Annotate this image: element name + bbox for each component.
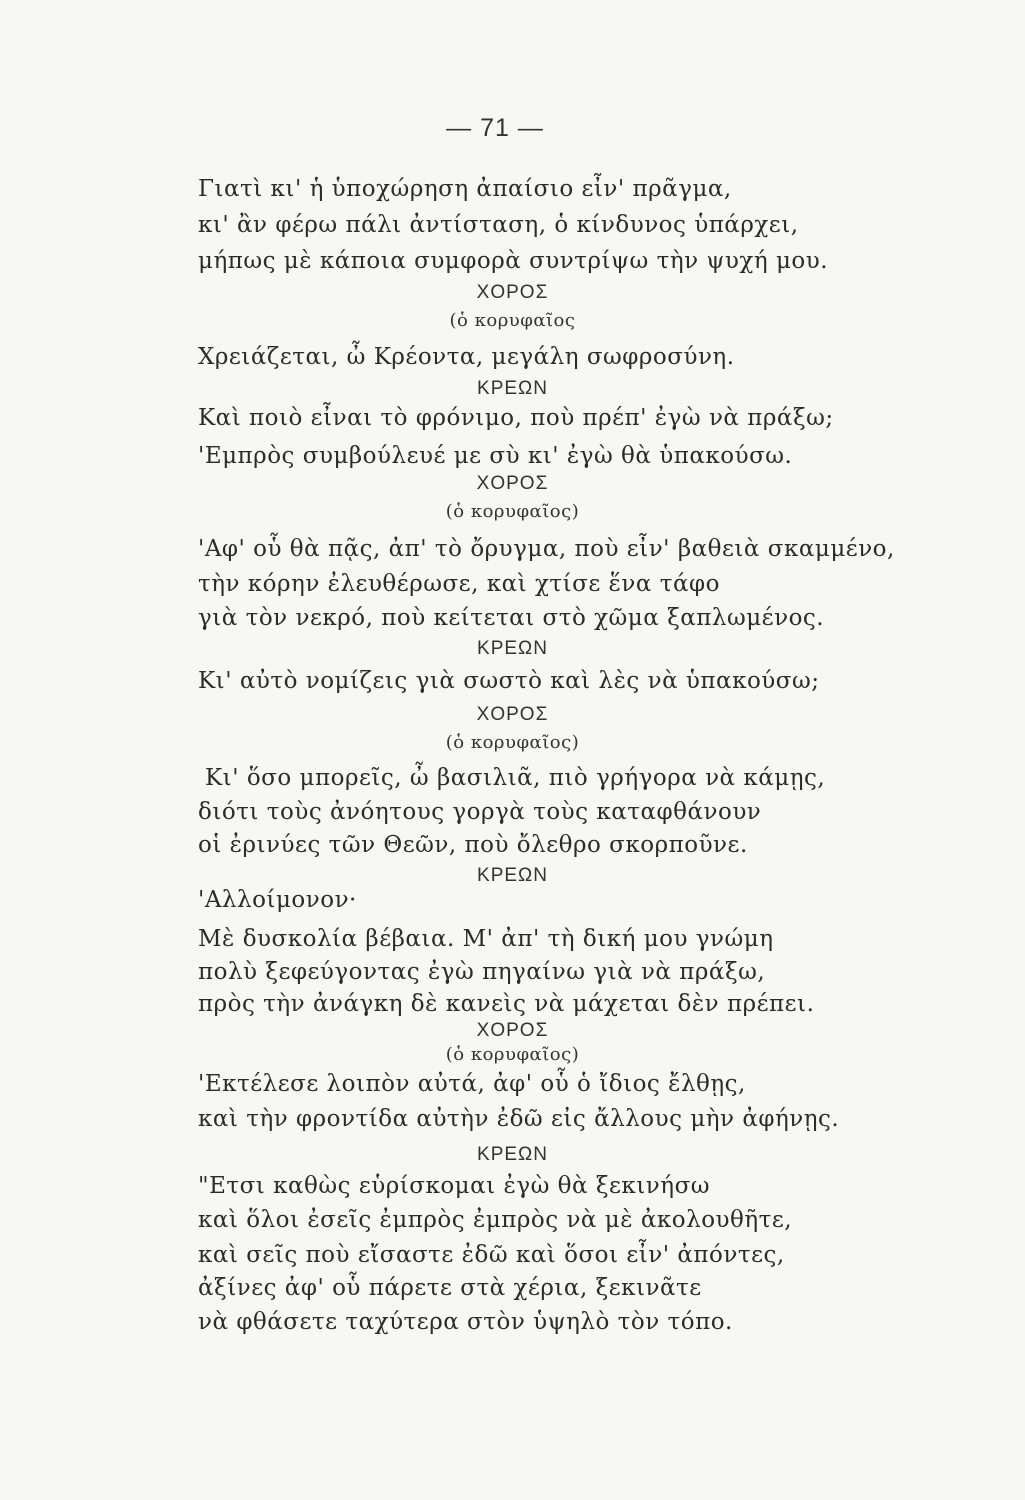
speaker-creon: ΚΡΕΩΝ [477, 638, 548, 659]
speaker-chorus: ΧΟΡΟΣ [476, 473, 549, 494]
verse-line: ἀξίνες ἀφ' οὗ πάρετε στὰ χέρια, ξεκινᾶτε [198, 1275, 702, 1301]
verse-line: Χρειάζεται, ὦ Κρέοντα, μεγάλη σωφροσύνη. [198, 344, 735, 370]
verse-line: Κι' αὐτὸ νομίζεις γιὰ σωστὸ καὶ λὲς νὰ ὑπακούσω; [198, 668, 820, 694]
verse-line: διότι τοὺς ἀνόητους γοργὰ τοὺς καταφθάνουν [198, 799, 762, 825]
verse-line: 'Αφ' οὗ θὰ πᾷς, ἀπ' τὸ ὄρυγμα, ποὺ εἶν' βαθειὰ σκαμμένο, [198, 536, 895, 562]
stage-direction: (ὁ κορυφαῖος [449, 310, 576, 331]
speaker-chorus: ΧΟΡΟΣ [476, 282, 549, 303]
verse-line: Μὲ δυσκολία βέβαια. Μ' ἀπ' τὴ δική μου γνώμη [198, 926, 774, 952]
verse-line: 'Εμπρὸς συμβούλευέ με σὺ κι' ἐγὼ θὰ ὑπακούσω. [198, 443, 793, 469]
verse-line: καὶ ὅλοι ἐσεῖς ἐμπρὸς ἐμπρὸς νὰ μὲ ἀκολουθῆτε, [198, 1207, 793, 1233]
verse-line: Καὶ ποιὸ εἶναι τὸ φρόνιμο, ποὺ πρέπ' ἐγὼ νὰ πράξω; [198, 405, 834, 431]
verse-line: πολὺ ξεφεύγοντας ἐγὼ πηγαίνω γιὰ νὰ πράξω, [198, 959, 766, 985]
verse-line: οἱ ἐρινύες τῶν Θεῶν, ποὺ ὄλεθρο σκορποῦνε. [198, 832, 748, 858]
verse-line: νὰ φθάσετε ταχύτερα στὸν ὑψηλὸ τὸν τόπο. [198, 1309, 733, 1335]
speaker-chorus: ΧΟΡΟΣ [476, 704, 549, 725]
speaker-creon: ΚΡΕΩΝ [477, 378, 548, 399]
stage-direction: (ὁ κορυφαῖος) [445, 1044, 580, 1065]
speaker-creon: ΚΡΕΩΝ [477, 865, 548, 886]
stage-direction: (ὁ κορυφαῖος) [445, 732, 580, 753]
verse-line: "Ετσι καθὼς εὑρίσκομαι ἐγὼ θὰ ξεκινήσω [198, 1173, 711, 1199]
verse-line: κι' ἂν φέρω πάλι ἀντίσταση, ὁ κίνδυνος ὑπάρχει, [198, 212, 799, 238]
verse-line: μήπως μὲ κάποια συμφορὰ συντρίψω τὴν ψυχή μου. [198, 248, 829, 274]
verse-line: Γιατὶ κι' ἡ ὑποχώρηση ἀπαίσιο εἶν' πρᾶγμα, [198, 176, 732, 202]
page-number: — 71 — [446, 114, 544, 142]
verse-line: πρὸς τὴν ἀνάγκη δὲ κανεὶς νὰ μάχεται δὲν πρέπει. [198, 991, 815, 1017]
verse-line: 'Αλλοίμονον· [198, 887, 357, 913]
verse-line: Κι' ὅσο μπορεῖς, ὦ βασιλιᾶ, πιὸ γρήγορα νὰ κάμῃς, [205, 765, 826, 791]
stage-direction: (ὁ κορυφαῖος) [445, 501, 580, 522]
speaker-creon: ΚΡΕΩΝ [477, 1144, 548, 1165]
verse-line: καὶ σεῖς ποὺ εἴσαστε ἐδῶ καὶ ὅσοι εἶν' ἀπόντες, [198, 1242, 785, 1268]
speaker-chorus: ΧΟΡΟΣ [476, 1020, 549, 1041]
verse-line: γιὰ τὸν νεκρό, ποὺ κείτεται στὸ χῶμα ξαπλωμένος. [198, 605, 825, 631]
verse-line: τὴν κόρην ἐλευθέρωσε, καὶ χτίσε ἕνα τάφο [198, 571, 720, 597]
verse-line: καὶ τὴν φροντίδα αὐτὴν ἐδῶ εἰς ἄλλους μὴν ἀφήνῃς. [198, 1106, 840, 1132]
verse-line: 'Εκτέλεσε λοιπὸν αὐτά, ἀφ' οὗ ὁ ἴδιος ἔλθῃς, [198, 1071, 746, 1097]
